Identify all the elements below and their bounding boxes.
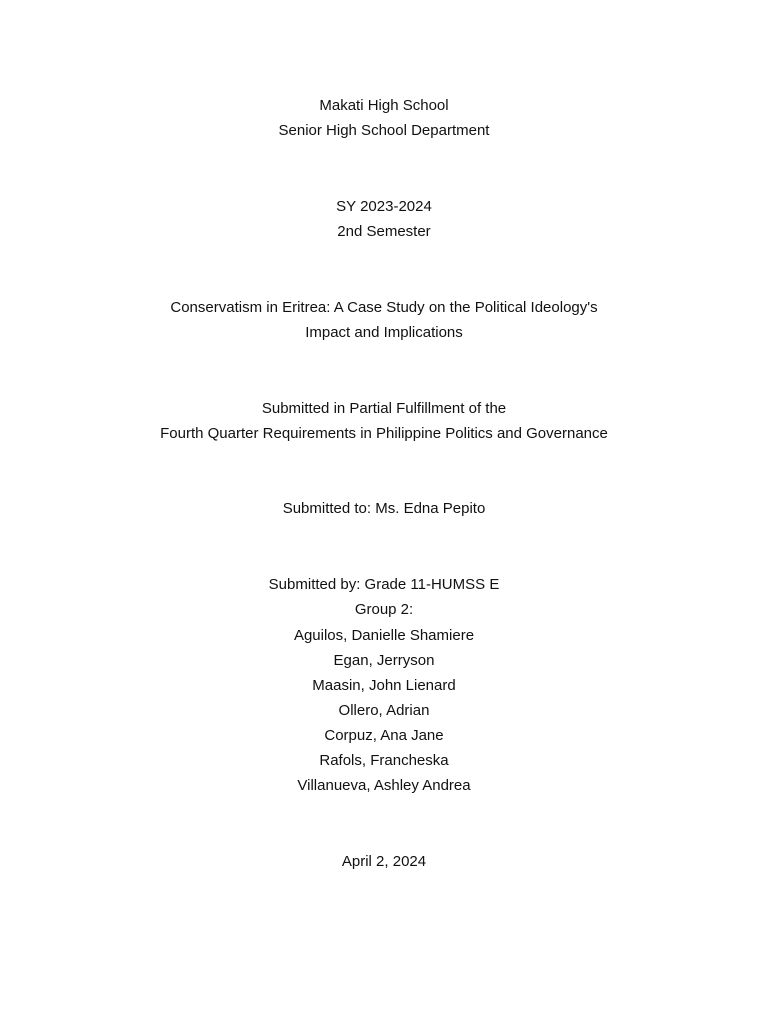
group-label: Group 2: <box>354 601 414 618</box>
submitted-to: Submitted to: Ms. Edna Pepito <box>282 500 486 517</box>
member-name: Corpuz, Ana Jane <box>324 727 444 744</box>
submission-date: April 2, 2024 <box>341 853 427 870</box>
semester: 2nd Semester <box>337 223 431 240</box>
paper-title-line-2: Impact and Implications <box>305 324 463 341</box>
school-name: Makati High School <box>319 97 449 114</box>
member-name: Ollero, Adrian <box>338 702 430 719</box>
fulfillment-line-1: Submitted in Partial Fulfillment of the <box>261 400 507 417</box>
fulfillment-line-2: Fourth Quarter Requirements in Philippine Politics and Governance <box>160 425 608 442</box>
school-year: SY 2023-2024 <box>336 198 432 215</box>
submitted-by: Submitted by: Grade 11-HUMSS E <box>268 576 500 593</box>
member-name: Villanueva, Ashley Andrea <box>297 777 471 794</box>
department-name: Senior High School Department <box>278 122 490 139</box>
member-name: Egan, Jerryson <box>333 652 435 669</box>
member-name: Aguilos, Danielle Shamiere <box>293 627 475 644</box>
member-name: Rafols, Francheska <box>319 752 449 769</box>
member-name: Maasin, John Lienard <box>312 677 456 694</box>
paper-title-line-1: Conservatism in Eritrea: A Case Study on the Political Ideology's <box>170 299 598 316</box>
